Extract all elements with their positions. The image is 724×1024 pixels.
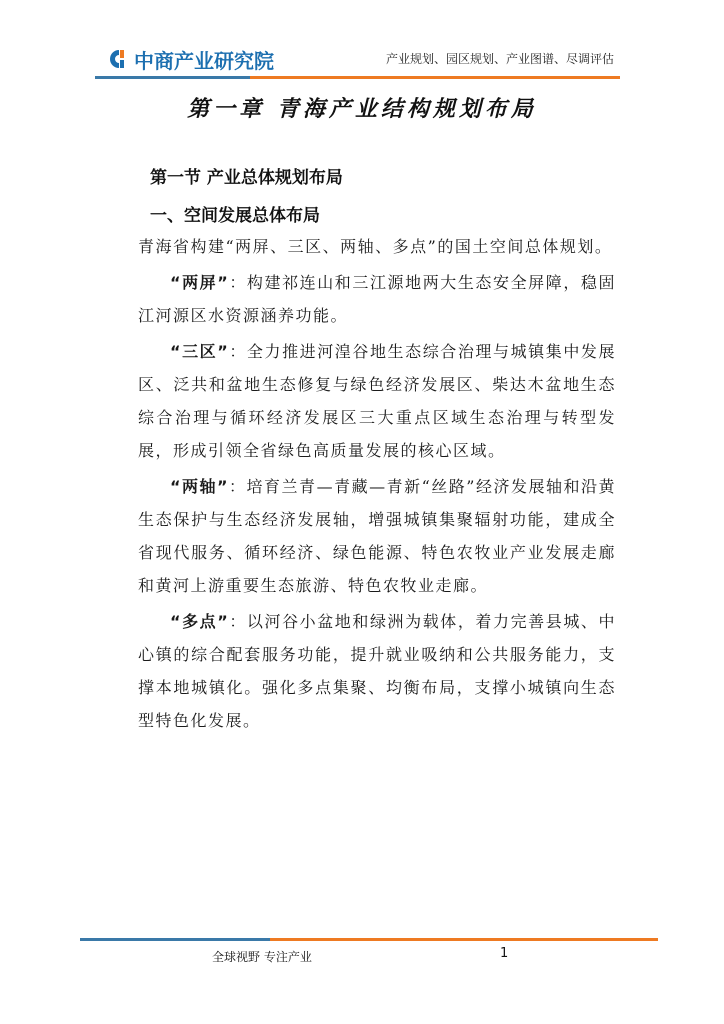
chapter-title: 第一章 青海产业结构规划布局 [187, 96, 537, 122]
paragraph-three-zones [138, 335, 616, 467]
paragraph-lead: “三区” [170, 342, 230, 361]
logo-text: 中商产业研究院 [134, 48, 274, 73]
paragraph-multi-points [138, 605, 616, 737]
intro-paragraph: 青海省构建“两屏、三区、两轴、多点”的国土空间总体规划。 [138, 237, 613, 256]
company-logo [108, 44, 274, 74]
paragraph-two-screens [138, 266, 616, 332]
paragraph-text: ：全力推进河湟谷地生态综合治理与城镇集中发展区、泛共和盆地生态修复与绿色经济发展区、柴达木盆地生态综合治理与循环经济发展区三大重点区域生态治理与转型发展，形成引领全省绿色高质量发展的核心区域。 [138, 342, 616, 460]
page-number: 1 [500, 946, 509, 961]
paragraph-two-axes [138, 470, 616, 602]
paragraph-text: ：构建祁连山和三江源地两大生态安全屏障，稳固江河源区水资源涵养功能。 [138, 273, 616, 325]
logo-mark-icon [108, 48, 130, 70]
paragraph-lead: “两轴” [170, 477, 230, 496]
paragraph-text: ：以河谷小盆地和绿洲为载体，着力完善县城、中心镇的综合配套服务功能，提升就业吸纳和公共服务能力，支撑本地城镇化。强化多点集聚、均衡布局，支撑小城镇向生态型特色化发展。 [138, 612, 616, 730]
section-title: 第一节 产业总体规划布局 [150, 168, 343, 188]
header-divider [95, 76, 620, 79]
document-body [138, 230, 616, 740]
header-tagline: 产业规划、园区规划、产业图谱、尽调评估 [385, 52, 614, 66]
page-header [0, 0, 724, 80]
paragraph-lead: “多点” [170, 612, 230, 631]
paragraph-lead: “两屏” [170, 273, 230, 292]
subsection-title: 一、空间发展总体布局 [150, 206, 320, 226]
paragraph-text: ：培育兰青—青藏—青新“丝路”经济发展轴和沿黄生态保护与生态经济发展轴，增强城镇集聚辐射功能，建成全省现代服务、循环经济、绿色能源、特色农牧业产业发展走廊和黄河上游重要生态旅游、特色农牧业走廊。 [138, 477, 616, 595]
footer-divider [80, 938, 658, 941]
footer-slogan: 全球视野 专注产业 [212, 950, 312, 964]
